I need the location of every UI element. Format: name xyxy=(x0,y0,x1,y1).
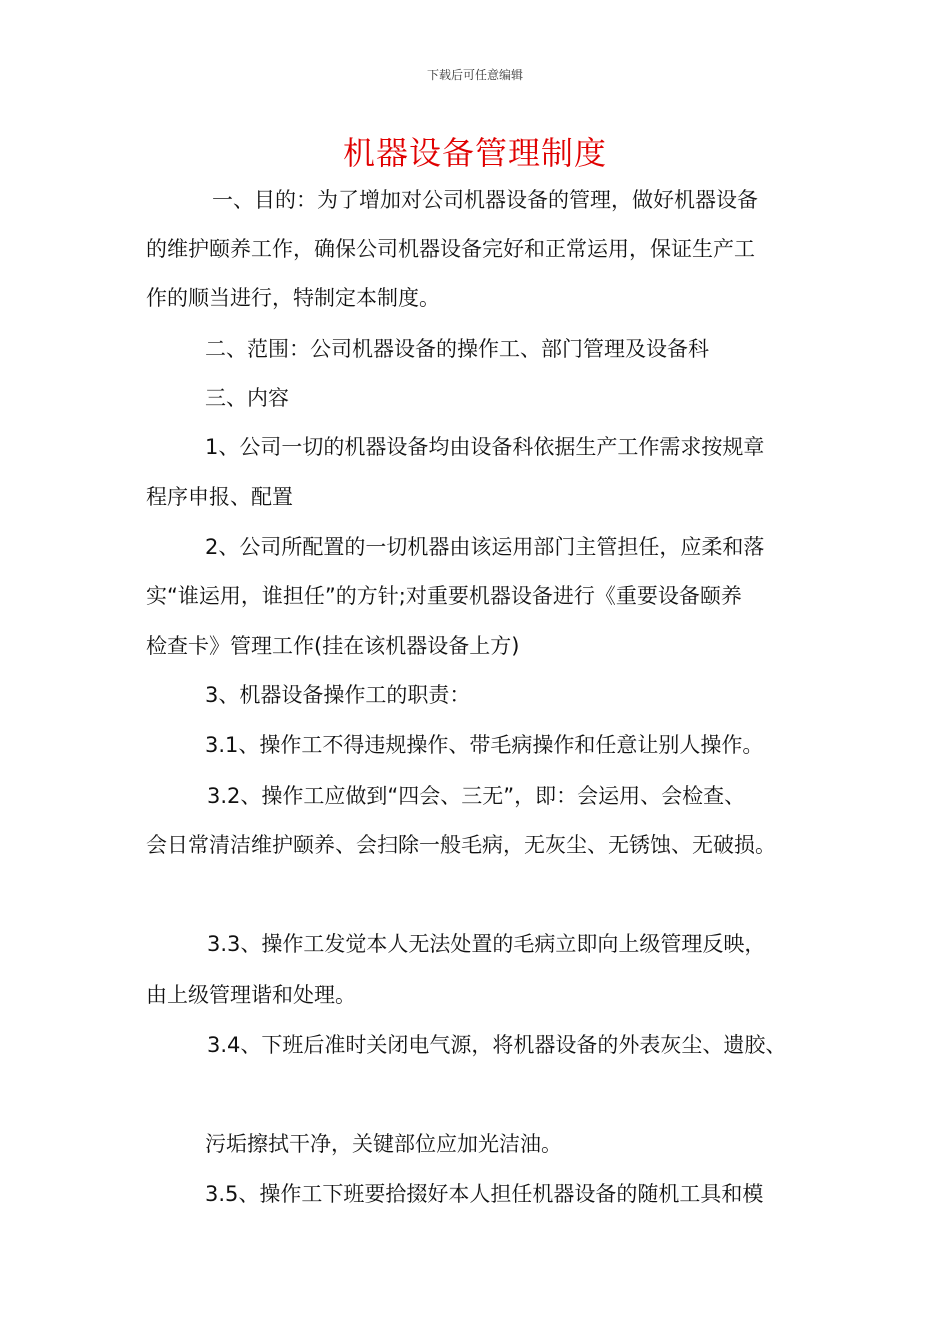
paragraph-line: 程序申报、配置 xyxy=(146,485,293,509)
paragraph-line: 3.3、操作工发觉本人无法处置的毛病立即向上级管理反映， xyxy=(207,932,766,956)
paragraph-line: 一、目的：为了增加对公司机器设备的管理，做好机器设备 xyxy=(212,188,758,212)
paragraph-line: 实“谁运用，谁担任”的方针;对重要机器设备进行《重要设备颐养 xyxy=(146,584,742,608)
paragraph-line: 污垢擦拭干净，关键部位应加光洁油。 xyxy=(205,1132,562,1156)
paragraph-line: 3.1、操作工不得违规操作、带毛病操作和任意让别人操作。 xyxy=(205,733,764,757)
paragraph-line: 3.5、操作工下班要拾掇好本人担任机器设备的随机工具和模 xyxy=(205,1182,764,1206)
paragraph-line: 3、机器设备操作工的职责： xyxy=(205,683,471,707)
paragraph-line: 3.2、操作工应做到“四会、三无”，即：会运用、会检查、 xyxy=(207,784,746,808)
paragraph-line: 3.4、下班后准时关闭电气源，将机器设备的外表灰尘、遗胶、 xyxy=(207,1033,787,1057)
document-title: 机器设备管理制度 xyxy=(342,134,607,172)
paragraph-line: 三、内容 xyxy=(205,386,289,410)
paragraph-line: 1、公司一切的机器设备均由设备科依据生产工作需求按规章 xyxy=(205,435,765,459)
paragraph-line: 的维护颐养工作，确保公司机器设备完好和正常运用，保证生产工 xyxy=(146,237,755,261)
paragraph-line: 会日常清洁维护颐养、会扫除一般毛病，无灰尘、无锈蚀、无破损。 xyxy=(146,833,776,857)
paragraph-line: 作的顺当进行，特制定本制度。 xyxy=(146,286,440,310)
paragraph-line: 2、公司所配置的一切机器由该运用部门主管担任，应柔和落 xyxy=(205,535,765,559)
page-header: 下载后可任意编辑 xyxy=(426,68,523,82)
paragraph-line: 由上级管理谐和处理。 xyxy=(146,983,356,1007)
paragraph-line: 二、范围：公司机器设备的操作工、部门管理及设备科 xyxy=(205,337,709,361)
paragraph-line: 检查卡》管理工作(挂在该机器设备上方) xyxy=(146,634,520,658)
